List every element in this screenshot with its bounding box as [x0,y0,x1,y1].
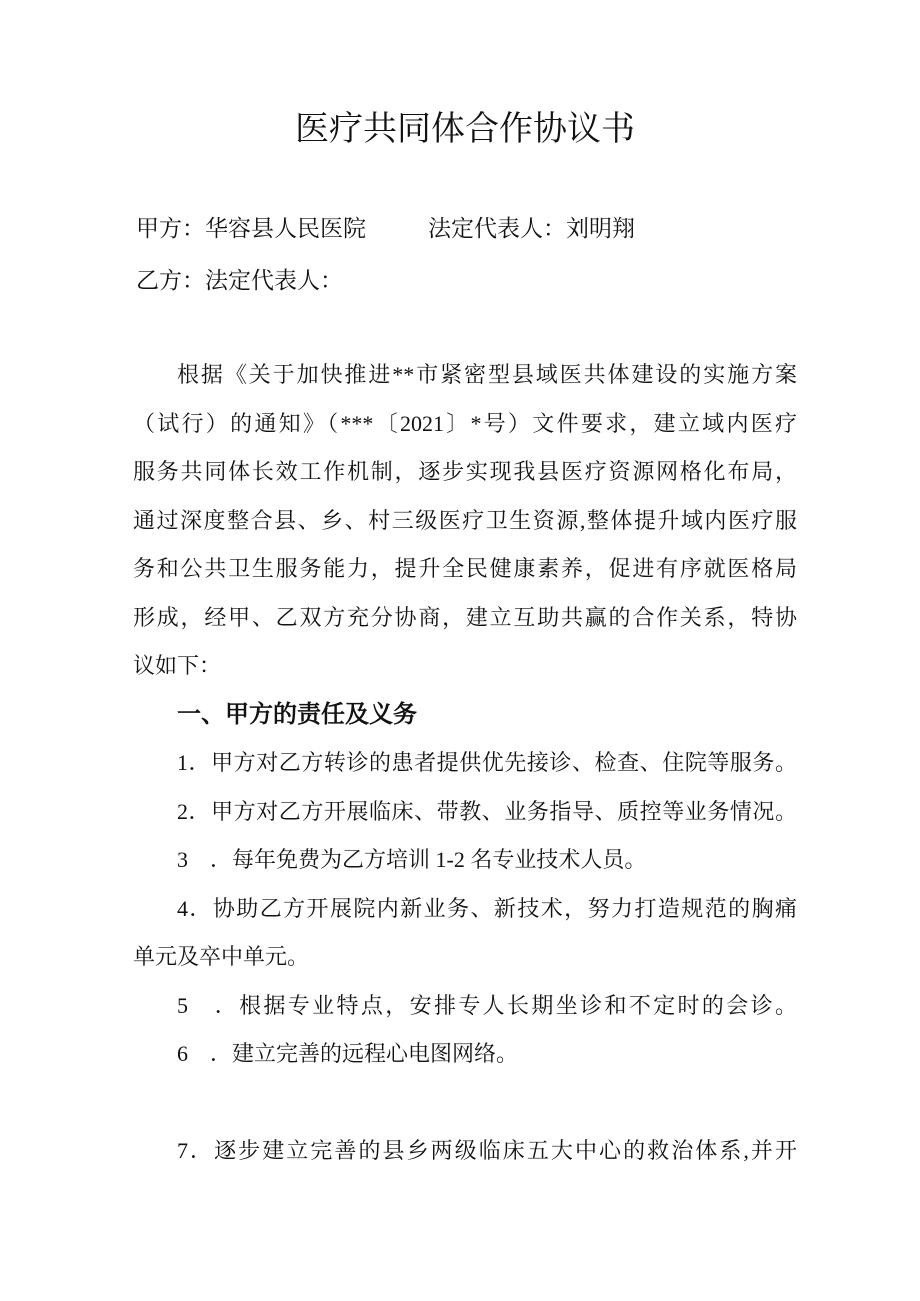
party-a-rep-label: 法定代表人： [428,216,566,241]
party-b-rep-label: 法定代表人： [205,268,343,293]
intro-line: 形成，经甲、乙双方充分协商，建立互助共赢的合作关系，特协 [133,604,797,630]
party-a-label: 甲方： [136,216,205,241]
document-body [133,351,797,1176]
item-line-2: 2．甲方对乙方开展临床、带教、业务指导、质控等业务情况。 [177,798,797,824]
intro-line: 务和公共卫生服务能力，提升全民健康素养，促进有序就医格局 [133,556,797,581]
document-title: 医疗共同体合作协议书 [295,111,635,148]
intro-line: 服务共同体长效工作机制，逐步实现我县医疗资源网格化布局， [133,459,797,484]
item-line-4: 4．协助乙方开展院内新业务、新技术，努力打造规范的胸痛 [177,895,797,921]
party-a-line [136,205,816,253]
item-line-7: 7．逐步建立完善的县乡两级临床五大中心的救治体系,并开 [177,1138,797,1163]
party-b-line [136,257,816,305]
item-line-3: 3 ．每年免费为乙方培训 1-2 名专业技术人员。 [177,847,647,872]
item-line-1: 1．甲方对乙方转诊的患者提供优先接诊、检查、住院等服务。 [177,750,797,775]
intro-line: （试行）的通知》（***〔2021〕*号）文件要求，建立域内医疗 [133,410,797,436]
item-line-6: 6 ．建立完善的远程心电图网络。 [177,1041,519,1066]
item-line-4-continuation: 单元及卒中单元。 [133,944,310,969]
intro-line: 根据《关于加快推进**市紧密型县域医共体建设的实施方案 [177,362,797,387]
intro-line: 议如下： [133,653,222,678]
party-a-rep-name: 刘明翔 [566,216,635,241]
party-b-label: 乙方： [136,268,205,293]
section-heading: 一、甲方的责任及义务 [177,700,417,728]
item-line-5: 5 ．根据专业特点，安排专人长期坐诊和不定时的会诊。 [177,992,797,1018]
blank-line [133,1079,797,1128]
intro-line: 通过深度整合县、乡、村三级医疗卫生资源,整体提升域内医疗服 [133,507,797,533]
party-a-name: 华容县人民医院 [205,216,366,241]
